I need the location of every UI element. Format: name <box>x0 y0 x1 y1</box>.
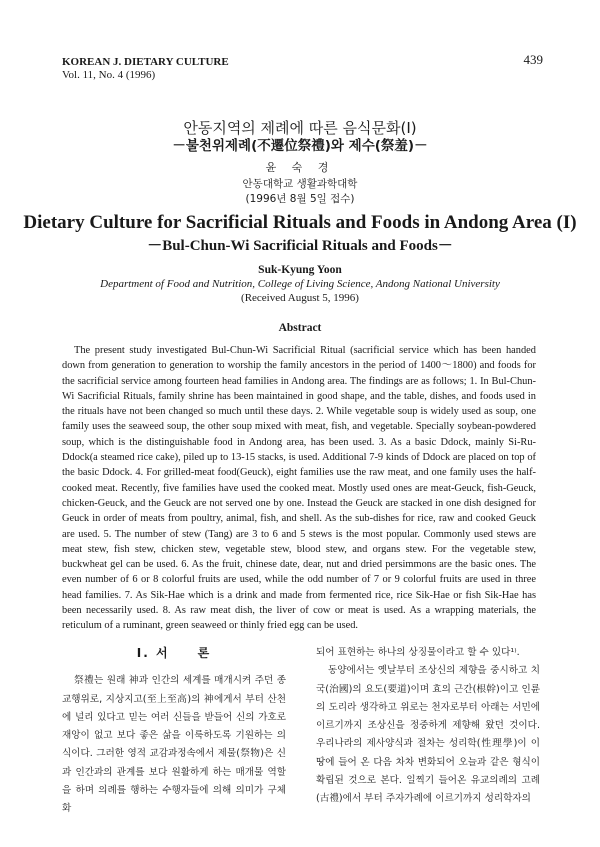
body-left-column <box>62 644 286 819</box>
body-paragraph: 동양에서는 옛날부터 조상신의 제향을 중시하고 치국(治國)의 요도(要道)이며 효의 근간(根幹)이고 인륜의 도리라 생각하고 위로는 천자로부터 아래는 서민에 이르기까지 조상신을 정중하게 제향해 왔던 것이다. 우리나라의 제사양식과 절차는 성리학(性理學)이 이 땅에 들어 온 다음 차차 변화되어 오늘과 같은 형식이 확립된 것으로 본다. 일찍기 들어온 유교의례의 고례(古禮)에서 부터 주자가례에 이르기까지 성리학자의 <box>316 665 540 805</box>
korean-title: 안동지역의 제례에 따른 음식문화(I) <box>183 119 417 137</box>
abstract-text: The present study investigated Bul-Chun-Wi Sacrificial Ritual (sacrificial service which has been handed down from generation to generation to worship the family ancestors in the period of 1400～1800) and foods for the sacrificial service among fourteen head families in Andong area. The findings are as follows; 1. In Bul-Chun-Wi Sacrificial Rituals, family shrine has been maintained in good shape, and the table, dishes, and foods used in the rituals have not been changed so much until these days. 2. While vegetable soup is widely used as soup, one family uses the seaweed soup, the other soup mixed with meat, fish, and vegetable. Specially soybean-powdered soup, which is the distinguishable food in Andong area, has been used. 3. As a basic Ddock, mainly Si-Ru-Ddock(a steamed rice cake), piled up to 13-15 stacks, is used. Additional 7-9 kinds of Ddock are placed on top of the basic Ddock. 4. For grilled-meat food(Geuck), eight families use the raw meat, and one family uses the half-cooked meat. Recently, five families have used the cooked meat. Mostly used ones are meat-Geuck, fish-Geuck, chicken-Geuck, and the Geuck are not served one by one. Instead the Geuck are stacked in one dish designed for Geuck in order of meats from poultry, animal, fish, and shell. As the sub-dishes for rice, raw and cooked Geuck are used. 5. The number of stew (Tang) are 3 to 6 and 5 stews is the most popular. Commonly used stews are meat stew, fish stew, chicken stew, vegetable stew, blood stew, and organs stew. For the vegetable stew, buckwheat gel can be used. 6. As the fruit, chinese date, dear, nut and dried persimmons are the basic ones. The even number of 6 or 8 colorful fruits are used, while the odd number of 7 or 9 colorful fruits are used in three head families. 7. As Sik-Hae which is a drink and made from fermented rice, rice Sik-Hae or fish Sik-Hae has been necessarily used. 8. As raw meat dish, the liver of cow or meat is used. As a wrapping materials, the reticulum of a ruminant, green seaweed or thinly fried egg can be used. <box>62 345 536 632</box>
korean-author: 윤 숙 경 <box>265 161 335 174</box>
abstract-heading: Abstract <box>278 322 322 334</box>
body-right-column <box>316 644 540 809</box>
english-subtitle: －Bul-Chun-Wi Sacrificial Rituals and Foods－ <box>147 238 453 254</box>
body-paragraph: 祭禮는 원래 神과 인간의 세계를 매개시켜 주던 종교행위로, 지상지고(至上至高)의 神에게서 부터 산천에 널리 있다고 믿는 여러 신들을 받들어 신의 가호로 재앙이 없고 보다 좋은 삶을 이룩하도록 기원하는 의식이다. 그러한 영적 교감과정속에서 제물(祭物)은 신과 인간과의 관계를 보다 원활하게 하는 매개물 역할을 하며 의례를 행하는 수행자들에 의해 의미가 구체화 <box>62 675 286 815</box>
journal-volume: Vol. 11, No. 4 (1996) <box>62 69 156 81</box>
page-number: 439 <box>523 52 543 67</box>
section-heading-introduction: I. 서 론 <box>136 646 212 660</box>
journal-header <box>62 56 229 82</box>
english-received-date: (Received August 5, 1996) <box>241 292 359 304</box>
korean-subtitle: －불천위제례(不遷位祭禮)와 제수(祭羞)－ <box>172 138 428 154</box>
english-author: Suk-Kyung Yoon <box>258 264 342 276</box>
english-department: Department of Food and Nutrition, College of Living Science, Andong National University <box>100 278 500 290</box>
korean-affiliation: 안동대학교 생활과학대학 <box>242 178 358 190</box>
english-title: Dietary Culture for Sacrificial Rituals and Foods in Andong Area (I) <box>23 212 577 233</box>
body-paragraph: 되어 표현하는 하나의 상징물이라고 할 수 있다¹⁾. <box>316 647 520 658</box>
korean-received-date: (1996년 8월 5일 접수) <box>245 193 355 205</box>
journal-name: KOREAN J. DIETARY CULTURE <box>62 56 229 68</box>
